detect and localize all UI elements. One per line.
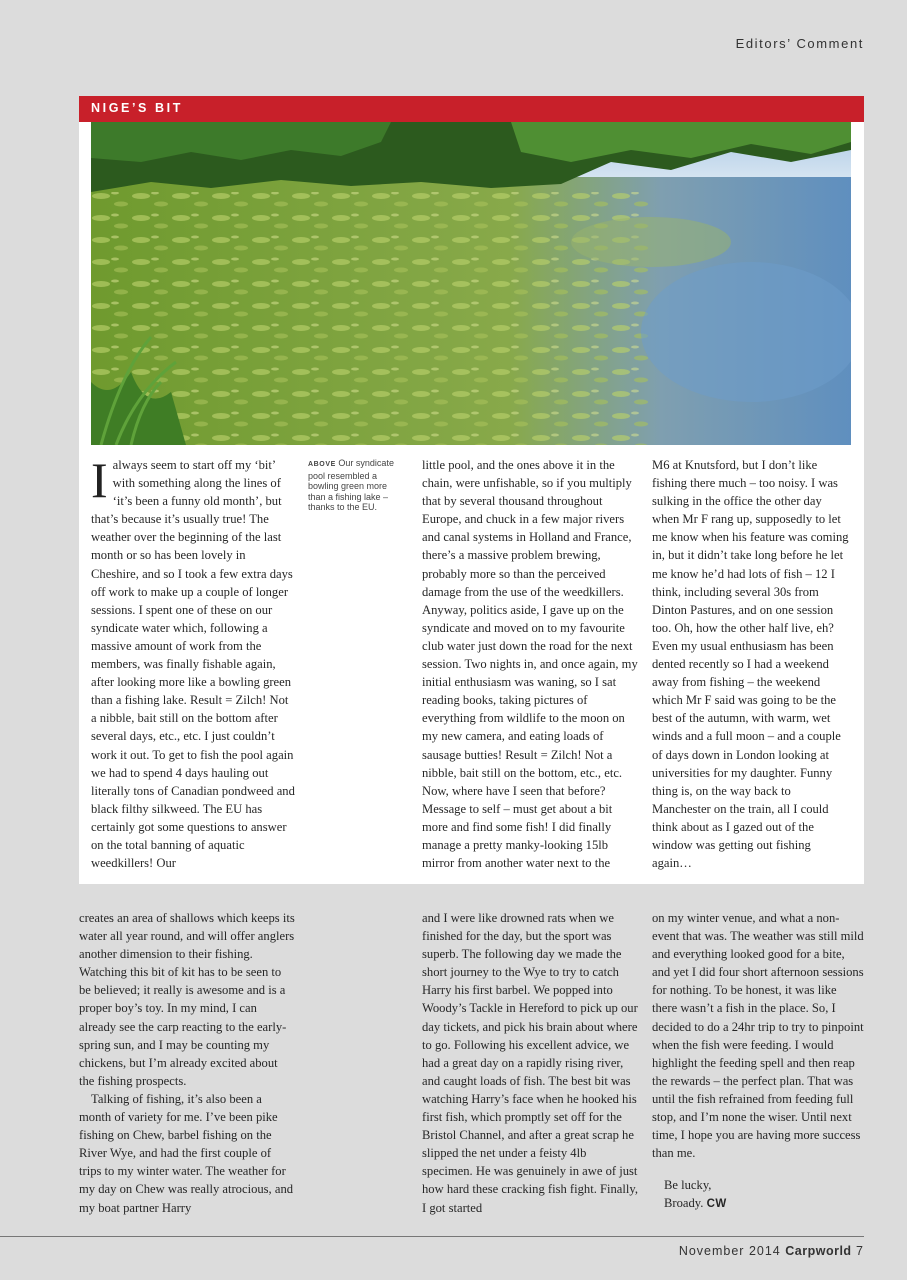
page-footer bbox=[679, 1244, 864, 1258]
paragraph: and I were like drowned rats when we finished for the day, but the sport was superb. The following day we made the short journey to the Wye to try to catch Harry his first barbel. We popped into Woody’s Tackle in Hereford to pick up our day tickets, and pick his brain about where to go. Following his excellent advice, we had a great day on a rapidly rising river, and caught loads of fish. The best bit was watching Harry’s face when he hooked his first fish, which promptly set off for the Bristol Channel, and after a great scrap he slipped the net under a feisty 4lb specimen. He was genuinely in awe of just how hard these cracking fish fight. Finally, I got started bbox=[422, 911, 639, 1215]
magazine-name: Carpworld bbox=[785, 1244, 852, 1258]
section-label: Editors’ Comment bbox=[735, 36, 864, 51]
issue-date: November 2014 bbox=[678, 1244, 781, 1258]
article-column-1 bbox=[91, 452, 296, 872]
article-column-2 bbox=[422, 456, 640, 872]
paragraph: Talking of fishing, it’s also been a month of variety for me. I’ve been pike fishing on Chew, barbel fishing on the River Wye, and had the first couple of trips to my winter water. The weather for my day on Chew was really atrocious, and my boat partner Harry bbox=[79, 1091, 294, 1215]
signature-tag: CW bbox=[706, 1198, 727, 1211]
paragraph: on my winter venue, and what a non-event that was. The weather was still mild and everything looked good for a bite, and yet I did four short afternoon sessions for nothing. To be honest, it was like there wasn’t a fish in the place. So, I decided to do a 24hr trip to try to pinpoint when the fish were feeding. I would highlight the feeding spell and then reap the rewards – the perfect plan. That was until the fish refrained from feeding full stop, and I’m none the wiser. Until next time, I hope you are having more success than me. bbox=[652, 911, 864, 1161]
lake-photo bbox=[91, 122, 851, 445]
lower-column-3 bbox=[652, 909, 864, 1214]
caption-text: Our syndicate pool resembled a bowling green more than a fishing lake – thanks to the EU. bbox=[308, 458, 394, 513]
page-number: 7 bbox=[856, 1244, 864, 1258]
paragraph: creates an area of shallows which keeps its water all year round, and will offer anglers another dimension to their fishing. Watching this bit of kit has to be seen to be believed; it really is awesome and is a proper boy’s toy. In my mind, I can already see the carp reacting to the early-spring sun, and I may be counting my chickens, but I’m already excited about the fishing prospects. bbox=[79, 911, 295, 1088]
dropcap: I bbox=[91, 452, 108, 508]
paragraph: M6 at Knutsford, but I don’t like fishing there much – too noisy. I was sulking in the office the other day when Mr F rang up, supposedly to let me know when his feature was coming in, but it didn’t take long before he let me know he’d had lots of fish – 12 I think, including several 30s from Dinton Pastures, and on one session too. Oh, how the other half live, eh? Even my usual enthusiasm has been dented recently so I had a weekend away from fishing – the weekend which Mr F said was going to be the best of the autumn, with warm, wet winds and a full moon – and a couple of days down in London looking at universities for my daughter. Funny thing is, on the way back to Manchester on the train, all I could think about as I gazed out of the window was getting out fishing again… bbox=[652, 458, 849, 871]
caption-label: ABOVE bbox=[308, 461, 336, 468]
signature-name: Broady. bbox=[664, 1196, 704, 1211]
lower-column-2 bbox=[422, 909, 640, 1217]
signature-block bbox=[652, 1176, 864, 1213]
photo-caption bbox=[308, 458, 400, 513]
signature bbox=[652, 1194, 864, 1213]
kicker-label: NIGE’S BIT bbox=[91, 101, 183, 115]
footer-rule bbox=[0, 1236, 864, 1237]
kicker-bar bbox=[79, 96, 864, 122]
lower-column-1 bbox=[79, 909, 295, 1217]
signoff: Be lucky, bbox=[664, 1178, 712, 1193]
paragraph: always seem to start off my ‘bit’ with something along the lines of ‘it’s been a funny old month’, but that’s because it’s usually true! The weather over the beginning of the last month or so has been lovely in Cheshire, and so I took a few extra days off work to make up a couple of longer sessions. I spent one of these on our syndicate water which, following a massive amount of work from the members, was finally fishable again, after looking more like a bowling green than a fishing lake. Result = Zilch! Not a nibble, bait still on the bottom after several days, etc., etc. I just couldn’t work it out. To get to fish the pool again we had to spend 4 days hauling out literally tons of Canadian pondweed and black filthy silkweed. The EU has certainly got some questions to answer on the total banning of aquatic weedkillers! Our bbox=[91, 458, 295, 871]
article-column-3 bbox=[652, 456, 852, 872]
paragraph: little pool, and the ones above it in the chain, were unfishable, so if you multiply that by several thousand throughout Europe, and chuck in a few major rivers and canal systems in Holland and France, there’s a massive problem brewing, probably more so than the perceived damage from the use of the weedkillers. Anyway, politics aside, I gave up on the syndicate and moved on to my favourite club water just down the road for the next session. Two nights in, and once again, my initial enthusiasm was waning, so I sat reading books, taking pictures of everything from wildlife to the moon on my new camera, and eating loads of sausage butties! Result = Zilch! Not a nibble, bait still on the bottom, etc., etc. Now, where have I seen that before? Message to self – must get about a bit more and find some fish! I did finally manage a pretty manky-looking 15lb mirror from another water next to the bbox=[422, 458, 638, 871]
